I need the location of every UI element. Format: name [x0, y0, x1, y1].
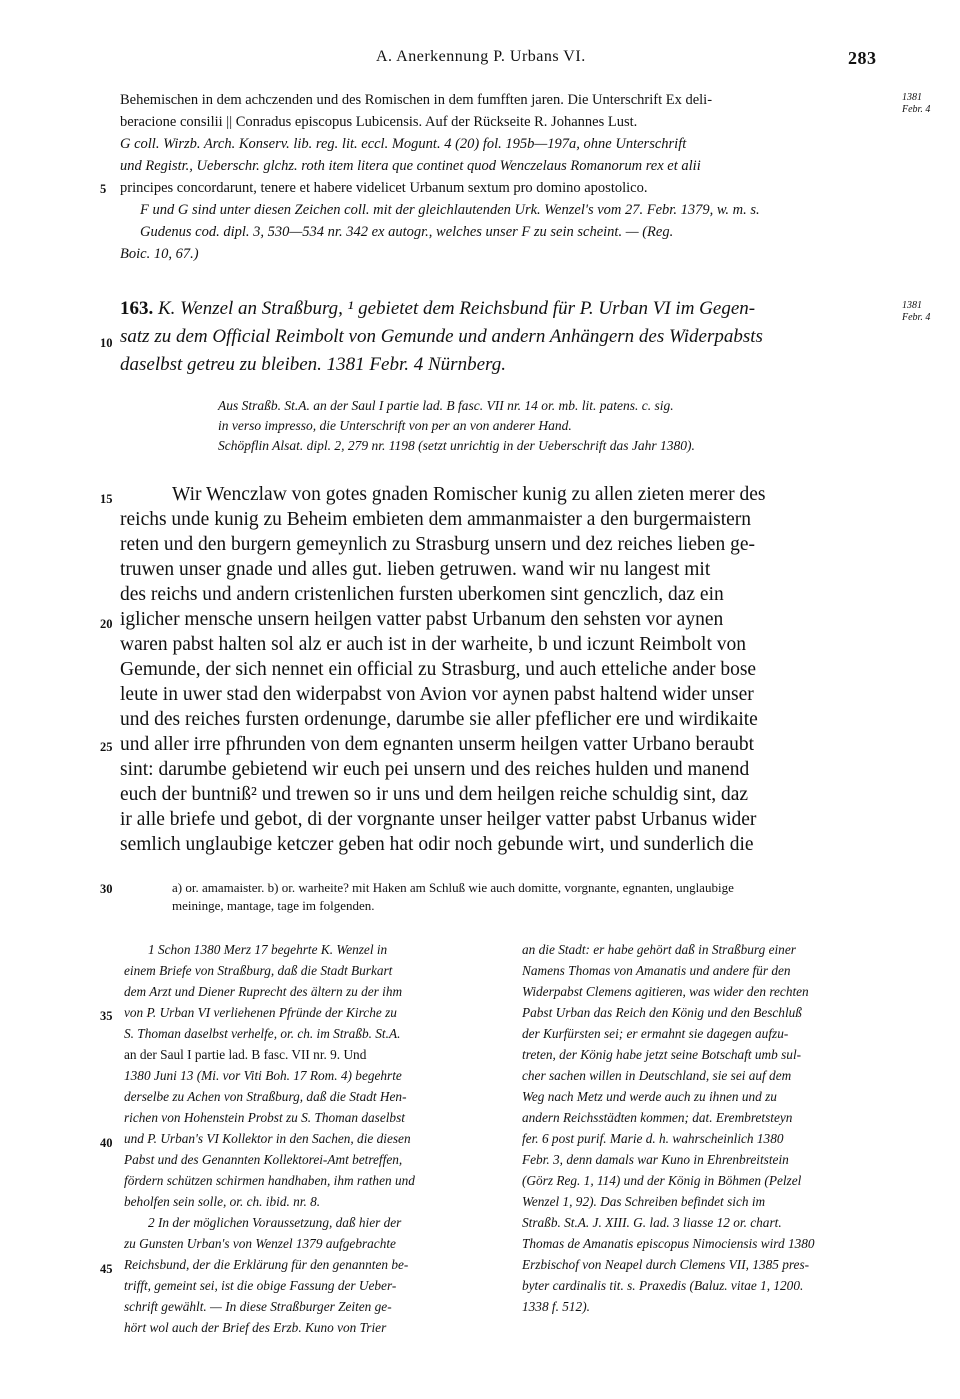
- top-line: G coll. Wirzb. Arch. Konserv. lib. reg. lit. eccl. Mogunt. 4 (20) fol. 195b—197a, ohne Unterschrift: [120, 136, 687, 152]
- footnote-line: Straßb. St.A. J. XIII. G. lad. 3 liasse 12 or. chart.: [522, 1215, 782, 1230]
- source-line: Schöpflin Alsat. dipl. 2, 279 nr. 1198 (setzt unrichtig in der Ueberschrift das Jahr 1380).: [218, 438, 695, 453]
- footnote-line: andern Reichsstädten kommen; dat. Erembretsteyn: [522, 1110, 793, 1125]
- footnote-line: hört wol auch der Brief des Erzb. Kuno von Trier: [124, 1320, 387, 1335]
- footnote-line: Reichsbund, der die Erklärung für den genannten be-: [124, 1257, 409, 1272]
- top-line: principes concordarunt, tenere et habere videlicet Urbanum sextum pro domino apostolico.: [120, 180, 648, 196]
- heading-line: satz zu dem Official Reimbolt von Gemunde und andern Anhängern des Widerpabsts: [120, 326, 763, 347]
- top-line: Gudenus cod. dipl. 3, 530—534 nr. 342 ex autogr., welches unser F zu sein scheint. — (Reg.: [140, 224, 674, 240]
- line-number: 20: [100, 617, 113, 631]
- text-line: sint: darumbe gebietend wir euch pei unsern und des reiches hulden und manend: [120, 759, 750, 780]
- footnote-line: an der Saul I partie lad. B fasc. VII nr. 9. Und: [124, 1047, 367, 1062]
- footnote-line: dem Arzt und Diener Ruprecht des ältern zu der ihm: [124, 984, 403, 999]
- footnote-line: von P. Urban VI verliehenen Pfründe der Kirche zu: [124, 1005, 397, 1020]
- footnote-line: Pabst und des Genannten Kollektorei-Amt betreffen,: [124, 1152, 403, 1167]
- top-line: Boic. 10, 67.): [120, 246, 199, 262]
- footnote-line: Namens Thomas von Amanatis und andere für den: [522, 963, 791, 978]
- footnote-line: Febr. 3, denn damals war Kuno in Ehrenbreitstein: [522, 1152, 789, 1167]
- source-line: Aus Straßb. St.A. an der Saul I partie lad. B fasc. VII nr. 14 or. mb. lit. patens. c. sig.: [218, 398, 674, 413]
- heading-line: [120, 298, 755, 320]
- heading-text: K. Wenzel an Straßburg, ¹ gebietet dem Reichsbund für P. Urban VI im Gegen-: [158, 298, 756, 319]
- source-line: in verso impresso, die Unterschrift von per an von anderer Hand.: [218, 418, 572, 433]
- footnote-line: fer. 6 post purif. Marie d. h. wahrscheinlich 1380: [522, 1131, 784, 1146]
- top-line: beracione consilii || Conradus episcopus Lubicensis. Auf der Rückseite R. Johannes Lust.: [120, 114, 638, 130]
- footnote-line: Pabst Urban das Reich den König und den Beschluß: [522, 1005, 802, 1020]
- line-number: 35: [100, 1009, 113, 1023]
- text-line: und aller irre pfhrunden von dem egnanten unserm heilgen vatter Urbano beraubt: [120, 734, 755, 755]
- footnote-line: schrift gewählt. — In diese Straßburger Zeiten ge-: [124, 1299, 392, 1314]
- line-number: 5: [100, 182, 107, 196]
- footnote-line: 1338 f. 512).: [522, 1299, 590, 1314]
- text-line: des reichs und andern cristenlichen fursten uberkomen sint genczlich, daz ein: [120, 584, 724, 605]
- line-number: 15: [100, 492, 113, 506]
- footnote-line: Wenzel 1, 92). Das Schreiben befindet sich im: [522, 1194, 766, 1209]
- line-number: 10: [100, 336, 113, 350]
- footnote-line: einem Briefe von Straßburg, daß die Stadt Burkart: [124, 963, 393, 978]
- top-line: Behemischen in dem achczenden und des Romischen in dem fumfften jaren. Die Unterschrift Ex deli-: [120, 92, 713, 108]
- text-line: reichs unde kunig zu Beheim embieten dem ammanmaister a den burgermaistern: [120, 509, 752, 530]
- line-number: 25: [100, 740, 113, 754]
- text-line: reten und den burgern gemeynlich zu Strasburg unsern und dez reiches lieben ge-: [120, 534, 755, 555]
- footnote-line: und P. Urban's VI Kollektor in den Sachen, die diesen: [124, 1131, 411, 1146]
- footnote-line: fördern schützen schirmen handhaben, ihm rathen und: [124, 1173, 415, 1188]
- footnote-line: der Kurfürsten sei; er ermahnt sie dagegen aufzu-: [522, 1026, 789, 1041]
- margin-date-year: 1381: [902, 92, 922, 103]
- top-line: F und G sind unter diesen Zeichen coll. mit der gleichlautenden Urk. Wenzel's vom 27. Febr. 1379, w. m. s.: [140, 202, 760, 218]
- text-line: Wir Wenczlaw von gotes gnaden Romischer kunig zu allen zieten merer des: [172, 484, 766, 505]
- footnote-line: byter cardinalis tit. s. Praxedis (Baluz. vitae 1, 1200.: [522, 1278, 804, 1293]
- margin-date: [902, 300, 930, 324]
- footnote-line: S. Thoman daselbst verhelfe, or. ch. im Straßb. St.A.: [124, 1026, 401, 1041]
- running-header-title: A. Anerkennung P. Urbans VI.: [376, 48, 586, 65]
- footnote-line: Weg nach Metz und werde auch zu ihnen und zu: [522, 1089, 777, 1104]
- text-line: leute in uwer stad den widerpabst von Avion vor aynen pabst haltend wider unser: [120, 684, 754, 705]
- margin-date-day: Febr. 4: [902, 104, 931, 115]
- footnote-line: treten, der König habe jetzt seine Botschaft umb sul-: [522, 1047, 802, 1062]
- heading-line: daselbst getreu zu bleiben. 1381 Febr. 4 Nürnberg.: [120, 354, 506, 375]
- variant-note-line: meininge, mantage, tage im folgenden.: [172, 898, 375, 913]
- text-line: iglicher mensche unsern heilgen vatter pabst Urbanum den sehsten vor aynen: [120, 609, 724, 630]
- text-line: truwen unser gnade und alles gut. lieben getruwen. wand wir nu langest mit: [120, 559, 711, 580]
- footnote-line: derselbe zu Achen von Straßburg, daß die Stadt Hen-: [124, 1089, 407, 1104]
- text-line: ir alle briefe und gebot, di der vorgnante unser heilger vatter pabst Urbanus wider: [120, 809, 757, 830]
- footnote-line: richen von Hohenstein Probst zu S. Thoman daselbst: [124, 1110, 405, 1125]
- footnote-line: an die Stadt: er habe gehört daß in Straßburg einer: [522, 942, 796, 957]
- footnote-line: 1 Schon 1380 Merz 17 begehrte K. Wenzel in: [148, 942, 388, 957]
- footnote-line: trifft, gemeint sei, ist die obige Fassung der Ueber-: [124, 1278, 397, 1293]
- footnote-line: beholfen sein solle, or. ch. ibid. nr. 8.: [124, 1194, 321, 1209]
- text-line: Gemunde, der sich nennet ein official zu Strasburg, und auch etteliche ander bose: [120, 659, 757, 680]
- footnote-line: 2 In der möglichen Voraussetzung, daß hier der: [148, 1215, 402, 1230]
- line-number: 40: [100, 1136, 113, 1150]
- footnote-line: Widerpabst Clemens agitieren, was wider den rechten: [522, 984, 809, 999]
- page-number: 283: [848, 48, 877, 68]
- footnote-line: zu Gunsten Urban's von Wenzel 1379 aufgebrachte: [124, 1236, 396, 1251]
- text-line: und des reiches fursten ordenunge, darumbe sie aller pfeflicher ere und wirdikaite: [120, 709, 758, 730]
- text-line: semlich unglaubige ketczer geben hat odir noch gebunde wirt, und sunderlich die: [120, 834, 754, 855]
- document-number: 163.: [120, 298, 154, 319]
- top-line: und Registr., Ueberschr. glchz. roth item litera que continet quod Wenczelaus Romanorum rex et alii: [120, 158, 701, 174]
- footnote-line: cher sachen willen in Deutschland, sie sei auf dem: [522, 1068, 792, 1083]
- variant-note-line: a) or. amamaister. b) or. warheite? mit Haken am Schluß wie auch domitte, vorgnante, egnanten, unglaubige: [172, 880, 734, 895]
- footnote-line: Erzbischof von Neapel durch Clemens VII, 1385 pres-: [522, 1257, 810, 1272]
- margin-date: [902, 92, 930, 116]
- text-line: waren pabst halten sol alz er auch ist in der warheite, b und iczunt Reimbolt von: [120, 634, 746, 655]
- line-number: 30: [100, 882, 113, 896]
- footnote-line: Thomas de Amanatis episcopus Nimociensis wird 1380: [522, 1236, 815, 1251]
- line-number: 45: [100, 1262, 113, 1276]
- footnote-line: (Görz Reg. 1, 114) und der König in Böhmen (Pelzel: [522, 1173, 802, 1188]
- footnote-line: 1380 Juni 13 (Mi. vor Viti Boh. 17 Rom. 4) begehrte: [124, 1068, 402, 1083]
- margin-date-day: Febr. 4: [902, 312, 931, 323]
- margin-date-year: 1381: [902, 300, 922, 311]
- text-line: euch der buntniß² und trewen so ir uns und dem heilgen reiche schuldig sint, daz: [120, 784, 749, 805]
